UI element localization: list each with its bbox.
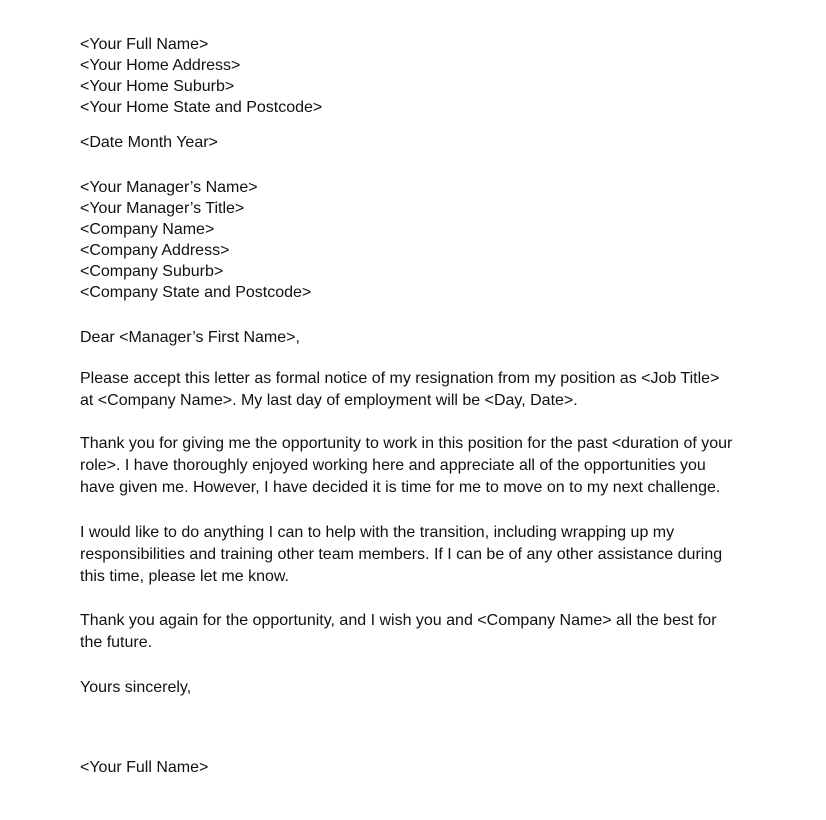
paragraph-line: the future. — [80, 634, 153, 651]
signature-text: <Your Full Name> — [80, 759, 209, 776]
sender-state-postcode: <Your Home State and Postcode> — [80, 99, 323, 116]
closing — [80, 677, 780, 698]
date-text: <Date Month Year> — [80, 134, 218, 151]
recipient-address-block — [80, 177, 780, 303]
sender-name: <Your Full Name> — [80, 36, 209, 53]
closing-text: Yours sincerely, — [80, 679, 192, 696]
body-paragraph-resignation-notice — [80, 368, 780, 412]
signature-name — [80, 757, 780, 778]
body-paragraph-transition — [80, 522, 780, 588]
paragraph-line: Thank you for giving me the opportunity to work in this position for the past <duration of your — [80, 435, 733, 452]
paragraph-line: Please accept this letter as formal notice of my resignation from my position as <Job Title> — [80, 370, 720, 387]
company-address: <Company Address> — [80, 242, 230, 259]
manager-title: <Your Manager’s Title> — [80, 200, 245, 217]
company-suburb: <Company Suburb> — [80, 263, 224, 280]
sender-home-suburb: <Your Home Suburb> — [80, 78, 235, 95]
company-state-postcode: <Company State and Postcode> — [80, 284, 312, 301]
body-paragraph-thanks — [80, 433, 780, 499]
salutation — [80, 327, 780, 348]
salutation-text: Dear <Manager’s First Name>, — [80, 329, 300, 346]
paragraph-line: I would like to do anything I can to help with the transition, including wrapping up my — [80, 524, 675, 541]
paragraph-line: Thank you again for the opportunity, and I wish you and <Company Name> all the best for — [80, 612, 717, 629]
paragraph-line: role>. I have thoroughly enjoyed working here and appreciate all of the opportunities you — [80, 457, 706, 474]
paragraph-line: at <Company Name>. My last day of employment will be <Day, Date>. — [80, 392, 578, 409]
paragraph-line: responsibilities and training other team members. If I can be of any other assistance during — [80, 546, 723, 563]
paragraph-line: have given me. However, I have decided it is time for me to move on to my next challenge. — [80, 479, 721, 496]
paragraph-line: this time, please let me know. — [80, 568, 289, 585]
company-name: <Company Name> — [80, 221, 215, 238]
manager-name: <Your Manager’s Name> — [80, 179, 258, 196]
sender-address-block — [80, 34, 780, 118]
body-paragraph-best-wishes — [80, 610, 780, 654]
sender-home-address: <Your Home Address> — [80, 57, 241, 74]
letter-date — [80, 132, 780, 153]
